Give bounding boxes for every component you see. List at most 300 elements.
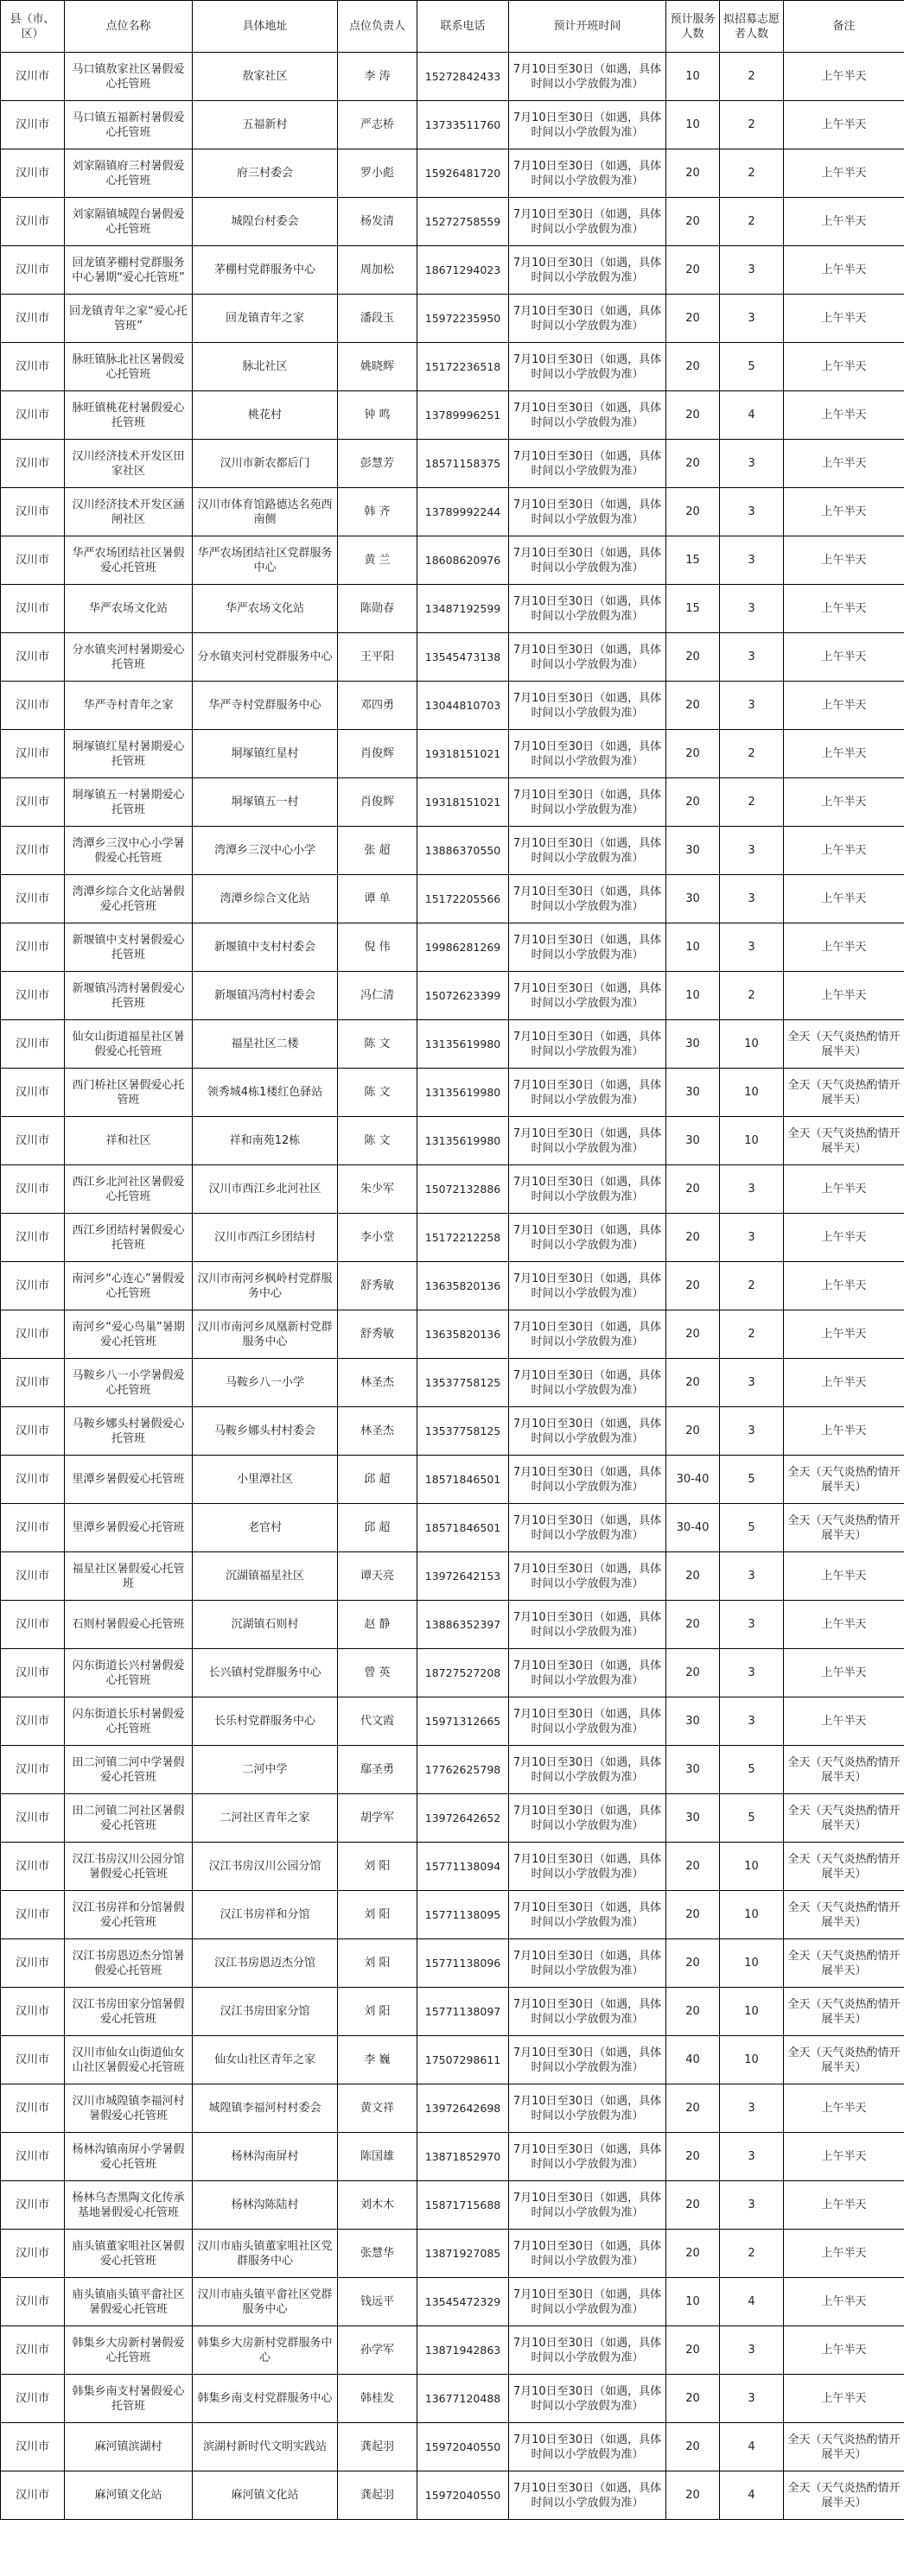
- table-row: [1, 1456, 904, 1504]
- open-time-cell: 7月10日至30日（如遇，具体时间以小学放假为准）: [509, 778, 666, 827]
- address-cell: 湾潭乡三汊中心小学: [193, 827, 338, 875]
- service-count-cell: 20: [666, 198, 720, 246]
- county-cell: 汉川市: [1, 1504, 65, 1552]
- note-cell: 上午半天: [784, 1214, 904, 1262]
- service-count-cell: 20: [666, 2230, 720, 2278]
- note-cell: 上午半天: [784, 827, 904, 875]
- volunteer-count-cell: 2: [720, 1310, 784, 1359]
- note-cell: 上午半天: [784, 972, 904, 1020]
- contact-person-cell: 刘 阳: [338, 1988, 417, 2036]
- service-count-cell: 40: [666, 2036, 720, 2084]
- address-cell: 长兴镇村党群服务中心: [193, 1649, 338, 1697]
- service-count-cell: 20: [666, 246, 720, 295]
- contact-person-cell: 林圣杰: [338, 1359, 417, 1407]
- address-cell: 华严寺村党群服务中心: [193, 682, 338, 730]
- open-time-cell: 7月10日至30日（如遇，具体时间以小学放假为准）: [509, 1939, 666, 1988]
- phone-cell: 15972040550: [417, 2471, 509, 2520]
- phone-cell: 19318151021: [417, 730, 509, 778]
- site-name-cell: 韩集乡大房新村暑假爱心托管班: [65, 2326, 193, 2375]
- note-cell: 上午半天: [784, 1407, 904, 1456]
- open-time-cell: 7月10日至30日（如遇，具体时间以小学放假为准）: [509, 1697, 666, 1746]
- service-count-cell: 20: [666, 149, 720, 198]
- service-count-cell: 20: [666, 295, 720, 343]
- county-cell: 汉川市: [1, 1020, 65, 1069]
- table-row: [1, 536, 904, 585]
- open-time-cell: 7月10日至30日（如遇，具体时间以小学放假为准）: [509, 633, 666, 682]
- address-cell: 杨林沟南屏村: [193, 2133, 338, 2181]
- service-count-cell: 20: [666, 1310, 720, 1359]
- volunteer-count-cell: 10: [720, 1020, 784, 1069]
- table-row: [1, 2471, 904, 2520]
- table-row: [1, 149, 904, 198]
- table-row: [1, 778, 904, 827]
- county-cell: 汉川市: [1, 923, 65, 972]
- address-cell: 汉江书房田家分馆: [193, 1988, 338, 2036]
- address-cell: 汉川市南河乡枫岭村党群服务中心: [193, 1262, 338, 1310]
- note-cell: 全天（天气炎热酌情开展半天）: [784, 1891, 904, 1939]
- note-cell: 上午半天: [784, 2230, 904, 2278]
- volunteer-count-cell: 3: [720, 246, 784, 295]
- county-cell: 汉川市: [1, 1165, 65, 1214]
- phone-cell: 13537758125: [417, 1359, 509, 1407]
- site-name-cell: 韩集乡南支村暑假爱心托管班: [65, 2375, 193, 2423]
- table-row: [1, 343, 904, 391]
- header-address: 具体地址: [193, 1, 338, 53]
- phone-cell: 15871715688: [417, 2181, 509, 2230]
- phone-cell: 15172205566: [417, 875, 509, 923]
- service-count-cell: 10: [666, 101, 720, 149]
- open-time-cell: 7月10日至30日（如遇，具体时间以小学放假为准）: [509, 1456, 666, 1504]
- open-time-cell: 7月10日至30日（如遇，具体时间以小学放假为准）: [509, 2084, 666, 2133]
- contact-person-cell: 孙学军: [338, 2326, 417, 2375]
- table-row: [1, 682, 904, 730]
- header-service-count: 预计服务人数: [666, 1, 720, 53]
- note-cell: 全天（天气炎热酌情开展半天）: [784, 1988, 904, 2036]
- volunteer-count-cell: 4: [720, 2423, 784, 2471]
- service-count-cell: 10: [666, 923, 720, 972]
- address-cell: 仙女山社区青年之家: [193, 2036, 338, 2084]
- address-cell: 汉江书房恩迈杰分馆: [193, 1939, 338, 1988]
- site-name-cell: 庙头镇董家咀社区暑假爱心托管班: [65, 2230, 193, 2278]
- table-row: [1, 1020, 904, 1069]
- phone-cell: 15926481720: [417, 149, 509, 198]
- volunteer-count-cell: 3: [720, 2375, 784, 2423]
- address-cell: 韩集乡大房新村党群服务中心: [193, 2326, 338, 2375]
- phone-cell: 13545473138: [417, 633, 509, 682]
- note-cell: 上午半天: [784, 2375, 904, 2423]
- county-cell: 汉川市: [1, 682, 65, 730]
- county-cell: 汉川市: [1, 440, 65, 488]
- table-row: [1, 1165, 904, 1214]
- phone-cell: 15272758559: [417, 198, 509, 246]
- phone-cell: 13886370550: [417, 827, 509, 875]
- note-cell: 上午半天: [784, 1601, 904, 1649]
- phone-cell: 15971312665: [417, 1697, 509, 1746]
- phone-cell: 18571846501: [417, 1456, 509, 1504]
- note-cell: 全天（天气炎热酌情开展半天）: [784, 1456, 904, 1504]
- table-row: [1, 2036, 904, 2084]
- contact-person-cell: 李小堂: [338, 1214, 417, 1262]
- address-cell: 府三村委会: [193, 149, 338, 198]
- table-row: [1, 972, 904, 1020]
- phone-cell: 18671294023: [417, 246, 509, 295]
- service-count-cell: 20: [666, 2181, 720, 2230]
- note-cell: 上午半天: [784, 295, 904, 343]
- open-time-cell: 7月10日至30日（如遇，具体时间以小学放假为准）: [509, 2471, 666, 2520]
- phone-cell: 13537758125: [417, 1407, 509, 1456]
- site-name-cell: 田二河镇二河社区暑假爱心托管班: [65, 1794, 193, 1843]
- table-row: [1, 198, 904, 246]
- service-count-cell: 20: [666, 633, 720, 682]
- volunteer-count-cell: 3: [720, 1165, 784, 1214]
- volunteer-count-cell: 3: [720, 1214, 784, 1262]
- service-count-cell: 30: [666, 1069, 720, 1117]
- county-cell: 汉川市: [1, 730, 65, 778]
- contact-person-cell: 代文霞: [338, 1697, 417, 1746]
- header-open-time: 预计开班时间: [509, 1, 666, 53]
- volunteer-count-cell: 5: [720, 1794, 784, 1843]
- volunteer-count-cell: 5: [720, 1746, 784, 1794]
- table-row: [1, 1794, 904, 1843]
- volunteer-count-cell: 3: [720, 1697, 784, 1746]
- address-cell: 小里潭社区: [193, 1456, 338, 1504]
- address-cell: 汉江书房汉川公园分馆: [193, 1843, 338, 1891]
- site-name-cell: 回龙镇青年之家“爱心托管班”: [65, 295, 193, 343]
- phone-cell: 13871927085: [417, 2230, 509, 2278]
- county-cell: 汉川市: [1, 2471, 65, 2520]
- service-count-cell: 10: [666, 2278, 720, 2326]
- address-cell: 汉川市庙头镇董家咀社区党群服务中心: [193, 2230, 338, 2278]
- note-cell: 上午半天: [784, 2133, 904, 2181]
- site-name-cell: 庙头镇庙头镇平畲社区暑假爱心托管班: [65, 2278, 193, 2326]
- header-note: 备注: [784, 1, 904, 53]
- phone-cell: 18571846501: [417, 1504, 509, 1552]
- volunteer-count-cell: 3: [720, 295, 784, 343]
- site-name-cell: 汉川市仙女山街道仙女山社区暑假爱心托管班: [65, 2036, 193, 2084]
- county-cell: 汉川市: [1, 343, 65, 391]
- phone-cell: 13972642652: [417, 1794, 509, 1843]
- contact-person-cell: 谭天亮: [338, 1552, 417, 1601]
- phone-cell: 17507298611: [417, 2036, 509, 2084]
- service-count-cell: 20: [666, 1843, 720, 1891]
- table-row: [1, 295, 904, 343]
- county-cell: 汉川市: [1, 1214, 65, 1262]
- contact-person-cell: 钟 鸣: [338, 391, 417, 440]
- service-count-cell: 30: [666, 1020, 720, 1069]
- site-name-cell: 汉江书房祥和分馆暑假爱心托管班: [65, 1891, 193, 1939]
- site-name-cell: 新堰镇中支村暑假爱心托管班: [65, 923, 193, 972]
- service-count-cell: 20: [666, 488, 720, 536]
- volunteer-count-cell: 3: [720, 923, 784, 972]
- note-cell: 上午半天: [784, 149, 904, 198]
- contact-person-cell: 陈国雄: [338, 2133, 417, 2181]
- address-cell: 汉川市庙头镇平畲社区党群服务中心: [193, 2278, 338, 2326]
- volunteer-count-cell: 2: [720, 730, 784, 778]
- table-row: [1, 1117, 904, 1165]
- note-cell: 上午半天: [784, 343, 904, 391]
- site-name-cell: 刘家隔镇府三村暑假爱心托管班: [65, 149, 193, 198]
- table-row: [1, 2423, 904, 2471]
- table-row: [1, 1939, 904, 1988]
- table-row: [1, 633, 904, 682]
- service-count-cell: 20: [666, 1165, 720, 1214]
- note-cell: 上午半天: [784, 1359, 904, 1407]
- contact-person-cell: 李 涛: [338, 53, 417, 101]
- phone-cell: 13487192599: [417, 585, 509, 633]
- contact-person-cell: 邱 超: [338, 1504, 417, 1552]
- phone-cell: 15972040550: [417, 2423, 509, 2471]
- site-name-cell: 华严农场团结社区暑假爱心托管班: [65, 536, 193, 585]
- contact-person-cell: 陈 文: [338, 1020, 417, 1069]
- note-cell: 上午半天: [784, 246, 904, 295]
- volunteer-count-cell: 3: [720, 875, 784, 923]
- service-count-cell: 20: [666, 2375, 720, 2423]
- address-cell: 垌塚镇红星村: [193, 730, 338, 778]
- note-cell: 上午半天: [784, 536, 904, 585]
- contact-person-cell: 倪 伟: [338, 923, 417, 972]
- address-cell: 汉川市西江乡北河社区: [193, 1165, 338, 1214]
- address-cell: 滨湖村新时代文明实践站: [193, 2423, 338, 2471]
- site-name-cell: 汉江书房恩迈杰分馆暑假爱心托管班: [65, 1939, 193, 1988]
- contact-person-cell: 刘 阳: [338, 1843, 417, 1891]
- contact-person-cell: 舒秀敏: [338, 1310, 417, 1359]
- site-name-cell: 西江乡北河社区暑假爱心托管班: [65, 1165, 193, 1214]
- address-cell: 汉江书房祥和分馆: [193, 1891, 338, 1939]
- address-cell: 垌塚镇五一村: [193, 778, 338, 827]
- site-name-cell: 华严农场文化站: [65, 585, 193, 633]
- service-count-cell: 20: [666, 2133, 720, 2181]
- phone-cell: 18608620976: [417, 536, 509, 585]
- phone-cell: 13677120488: [417, 2375, 509, 2423]
- volunteer-count-cell: 3: [720, 440, 784, 488]
- service-count-cell: 20: [666, 1214, 720, 1262]
- site-name-cell: 刘家隔镇城隍台暑假爱心托管班: [65, 198, 193, 246]
- note-cell: 上午半天: [784, 1552, 904, 1601]
- county-cell: 汉川市: [1, 536, 65, 585]
- volunteer-count-cell: 3: [720, 585, 784, 633]
- volunteer-count-cell: 10: [720, 1117, 784, 1165]
- table-row: [1, 1601, 904, 1649]
- volunteer-count-cell: 2: [720, 53, 784, 101]
- site-name-cell: 福星社区暑假爱心托管班: [65, 1552, 193, 1601]
- table-row: [1, 2181, 904, 2230]
- note-cell: 上午半天: [784, 585, 904, 633]
- address-cell: 五福新村: [193, 101, 338, 149]
- table-row: [1, 585, 904, 633]
- site-name-cell: 祥和社区: [65, 1117, 193, 1165]
- table-row: [1, 2084, 904, 2133]
- note-cell: 上午半天: [784, 778, 904, 827]
- table-row: [1, 246, 904, 295]
- phone-cell: 19318151021: [417, 778, 509, 827]
- county-cell: 汉川市: [1, 101, 65, 149]
- service-count-cell: 10: [666, 972, 720, 1020]
- service-count-cell: 20: [666, 391, 720, 440]
- open-time-cell: 7月10日至30日（如遇，具体时间以小学放假为准）: [509, 1069, 666, 1117]
- phone-cell: 15272842433: [417, 53, 509, 101]
- open-time-cell: 7月10日至30日（如遇，具体时间以小学放假为准）: [509, 2133, 666, 2181]
- open-time-cell: 7月10日至30日（如遇，具体时间以小学放假为准）: [509, 1504, 666, 1552]
- table-row: [1, 1359, 904, 1407]
- note-cell: 全天（天气炎热酌情开展半天）: [784, 1069, 904, 1117]
- note-cell: 上午半天: [784, 1165, 904, 1214]
- open-time-cell: 7月10日至30日（如遇，具体时间以小学放假为准）: [509, 53, 666, 101]
- address-cell: 沉湖镇福星社区: [193, 1552, 338, 1601]
- volunteer-count-cell: 3: [720, 2181, 784, 2230]
- volunteer-count-cell: 10: [720, 1891, 784, 1939]
- note-cell: 上午半天: [784, 1697, 904, 1746]
- site-name-cell: 垌塚镇五一村暑期爱心托管班: [65, 778, 193, 827]
- site-name-cell: 里潭乡暑假爱心托管班: [65, 1456, 193, 1504]
- county-cell: 汉川市: [1, 778, 65, 827]
- phone-cell: 13545472329: [417, 2278, 509, 2326]
- contact-person-cell: 李 巍: [338, 2036, 417, 2084]
- county-cell: 汉川市: [1, 1697, 65, 1746]
- volunteer-count-cell: 2: [720, 778, 784, 827]
- site-name-cell: 闪东街道长乐村暑假爱心托管班: [65, 1697, 193, 1746]
- site-name-cell: 南河乡“心连心”暑假爱心托管班: [65, 1262, 193, 1310]
- county-cell: 汉川市: [1, 1649, 65, 1697]
- note-cell: 上午半天: [784, 633, 904, 682]
- contact-person-cell: 龚起羽: [338, 2471, 417, 2520]
- contact-person-cell: 朱少军: [338, 1165, 417, 1214]
- phone-cell: 13789996251: [417, 391, 509, 440]
- phone-cell: 18727527208: [417, 1649, 509, 1697]
- site-name-cell: 马口镇敖家社区暑假爱心托管班: [65, 53, 193, 101]
- table-row: [1, 2326, 904, 2375]
- service-count-cell: 30: [666, 1746, 720, 1794]
- table-row: [1, 488, 904, 536]
- address-cell: 杨林沟陈陆村: [193, 2181, 338, 2230]
- contact-person-cell: 陈 文: [338, 1117, 417, 1165]
- note-cell: 全天（天气炎热酌情开展半天）: [784, 1746, 904, 1794]
- contact-person-cell: 杨发清: [338, 198, 417, 246]
- service-count-cell: 20: [666, 343, 720, 391]
- volunteer-count-cell: 2: [720, 1262, 784, 1310]
- note-cell: 全天（天气炎热酌情开展半天）: [784, 1117, 904, 1165]
- phone-cell: 13135619980: [417, 1069, 509, 1117]
- contact-person-cell: 王平阳: [338, 633, 417, 682]
- phone-cell: 15072623399: [417, 972, 509, 1020]
- contact-person-cell: 严志桥: [338, 101, 417, 149]
- phone-cell: 13635820136: [417, 1262, 509, 1310]
- site-name-cell: 马鞍乡娜头村暑假爱心托管班: [65, 1407, 193, 1456]
- header-volunteer-count: 拟招募志愿者人数: [720, 1, 784, 53]
- open-time-cell: 7月10日至30日（如遇，具体时间以小学放假为准）: [509, 343, 666, 391]
- volunteer-count-cell: 10: [720, 2036, 784, 2084]
- contact-person-cell: 曾 英: [338, 1649, 417, 1697]
- service-count-cell: 20: [666, 1891, 720, 1939]
- table-row: [1, 2278, 904, 2326]
- county-cell: 汉川市: [1, 149, 65, 198]
- note-cell: 上午半天: [784, 1310, 904, 1359]
- service-count-cell: 30: [666, 1697, 720, 1746]
- table-row: [1, 1214, 904, 1262]
- site-name-cell: 脉旺镇脉北社区暑假爱心托管班: [65, 343, 193, 391]
- site-name-cell: 西江乡团结村暑假爱心托管班: [65, 1214, 193, 1262]
- open-time-cell: 7月10日至30日（如遇，具体时间以小学放假为准）: [509, 1020, 666, 1069]
- service-count-cell: 20: [666, 1988, 720, 2036]
- service-count-cell: 20: [666, 1262, 720, 1310]
- open-time-cell: 7月10日至30日（如遇，具体时间以小学放假为准）: [509, 875, 666, 923]
- contact-person-cell: 韩桂发: [338, 2375, 417, 2423]
- volunteer-count-cell: 3: [720, 682, 784, 730]
- county-cell: 汉川市: [1, 295, 65, 343]
- note-cell: 上午半天: [784, 682, 904, 730]
- county-cell: 汉川市: [1, 1601, 65, 1649]
- phone-cell: 13871942863: [417, 2326, 509, 2375]
- volunteer-count-cell: 2: [720, 149, 784, 198]
- county-cell: 汉川市: [1, 2181, 65, 2230]
- note-cell: 上午半天: [784, 1262, 904, 1310]
- phone-cell: 15771138097: [417, 1988, 509, 2036]
- volunteer-count-cell: 3: [720, 536, 784, 585]
- county-cell: 汉川市: [1, 2036, 65, 2084]
- phone-cell: 13972642698: [417, 2084, 509, 2133]
- table-row: [1, 1262, 904, 1310]
- site-name-cell: 石则村暑假爱心托管班: [65, 1601, 193, 1649]
- phone-cell: 19986281269: [417, 923, 509, 972]
- open-time-cell: 7月10日至30日（如遇，具体时间以小学放假为准）: [509, 682, 666, 730]
- address-cell: 汉川市南河乡凤凰新村党群服务中心: [193, 1310, 338, 1359]
- county-cell: 汉川市: [1, 1407, 65, 1456]
- contact-person-cell: 黄文祥: [338, 2084, 417, 2133]
- address-cell: 马鞍乡娜头村村委会: [193, 1407, 338, 1456]
- county-cell: 汉川市: [1, 2326, 65, 2375]
- volunteer-count-cell: 3: [720, 2084, 784, 2133]
- note-cell: 上午半天: [784, 730, 904, 778]
- volunteer-count-cell: 10: [720, 1069, 784, 1117]
- phone-cell: 13135619980: [417, 1020, 509, 1069]
- phone-cell: 13886352397: [417, 1601, 509, 1649]
- county-cell: 汉川市: [1, 2278, 65, 2326]
- note-cell: 全天（天气炎热酌情开展半天）: [784, 2423, 904, 2471]
- county-cell: 汉川市: [1, 198, 65, 246]
- open-time-cell: 7月10日至30日（如遇，具体时间以小学放假为准）: [509, 1552, 666, 1601]
- open-time-cell: 7月10日至30日（如遇，具体时间以小学放假为准）: [509, 585, 666, 633]
- table-row: [1, 2375, 904, 2423]
- contact-person-cell: 彭慧芳: [338, 440, 417, 488]
- table-row: [1, 1891, 904, 1939]
- service-count-cell: 20: [666, 682, 720, 730]
- contact-person-cell: 鄢圣勇: [338, 1746, 417, 1794]
- note-cell: 上午半天: [784, 101, 904, 149]
- table-row: [1, 1746, 904, 1794]
- service-count-cell: 20: [666, 778, 720, 827]
- site-name-cell: 湾潭乡综合文化站暑假爱心托管班: [65, 875, 193, 923]
- open-time-cell: 7月10日至30日（如遇，具体时间以小学放假为准）: [509, 1988, 666, 2036]
- contact-person-cell: 肖俊辉: [338, 778, 417, 827]
- volunteer-count-cell: 3: [720, 827, 784, 875]
- site-name-cell: 新堰镇冯湾村暑假爱心托管班: [65, 972, 193, 1020]
- table-row: [1, 1069, 904, 1117]
- phone-cell: 17762625798: [417, 1746, 509, 1794]
- note-cell: 上午半天: [784, 2084, 904, 2133]
- volunteer-count-cell: 3: [720, 633, 784, 682]
- open-time-cell: 7月10日至30日（如遇，具体时间以小学放假为准）: [509, 246, 666, 295]
- address-cell: 城隍镇李福河村村委会: [193, 2084, 338, 2133]
- site-name-cell: 垌塚镇红星村暑期爱心托管班: [65, 730, 193, 778]
- open-time-cell: 7月10日至30日（如遇，具体时间以小学放假为准）: [509, 536, 666, 585]
- service-count-cell: 20: [666, 440, 720, 488]
- address-cell: 华严农场团结社区党群服务中心: [193, 536, 338, 585]
- phone-cell: 13871852970: [417, 2133, 509, 2181]
- contact-person-cell: 陈勋春: [338, 585, 417, 633]
- table-row: [1, 1310, 904, 1359]
- open-time-cell: 7月10日至30日（如遇，具体时间以小学放假为准）: [509, 2326, 666, 2375]
- table-row: [1, 875, 904, 923]
- county-cell: 汉川市: [1, 1939, 65, 1988]
